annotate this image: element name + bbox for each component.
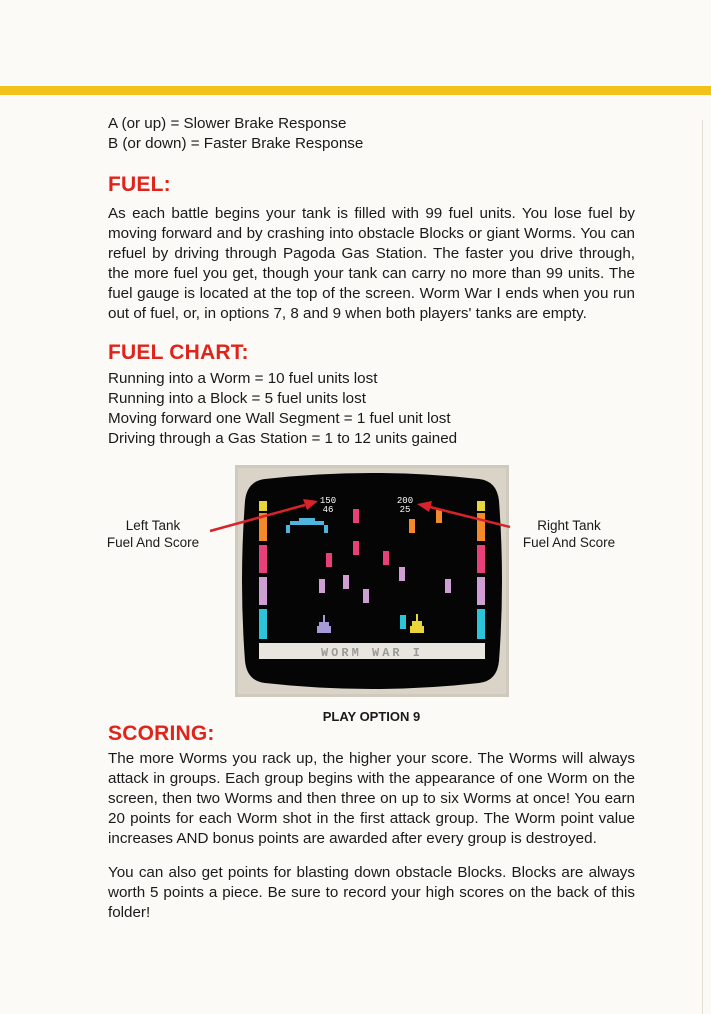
game-screenshot-figure xyxy=(106,465,635,724)
fuel-chart-row: Moving forward one Wall Segment = 1 fuel unit lost xyxy=(108,410,451,427)
control-b-line: B (or down) = Faster Brake Response xyxy=(108,135,364,152)
control-a-line: A (or up) = Slower Brake Response xyxy=(108,115,347,132)
left-fuel: 46 xyxy=(322,505,334,515)
game-screen-photo xyxy=(235,465,509,697)
left-callout-line: Left Tank xyxy=(125,518,181,533)
fuel-chart-list xyxy=(108,369,635,449)
obstacle-block xyxy=(353,541,359,555)
fuel-chart-heading: FUEL CHART: xyxy=(108,341,249,364)
fuel-paragraph: As each battle begins your tank is filled with 99 fuel units. You lose fuel by moving forward and by crashing into obstacle Blocks or giant Worms. You can refuel by driving through Pagoda Gas Station. The faster you drive through, the more fuel you get, though your tank can carry no more than 99 units. The fuel gauge is located at the top of the screen. Worm War I ends when you run out of fuel, or, in options 7, 8 and 9 when both players' tanks are empty. xyxy=(108,205,635,322)
wall-segment xyxy=(477,577,485,605)
obstacle-block xyxy=(445,579,451,593)
right-score: 200 xyxy=(396,496,414,506)
left-score: 150 xyxy=(319,496,337,506)
fuel-chart-row: Driving through a Gas Station = 1 to 12 units gained xyxy=(108,430,458,447)
wall-segment xyxy=(259,545,267,573)
page-fold-line xyxy=(702,120,703,1014)
obstacle-block xyxy=(436,509,442,523)
scoring-paragraph-1: The more Worms you rack up, the higher your score. The Worms will always attack in groups. Each group begins with the appearance of one Worm on the screen, then two Worms and then three on up to six Worms at once! You earn 20 points for each Worm shot in the first attack group. The Worm point value increases AND bonus points are awarded after every group is destroyed. xyxy=(108,750,635,847)
obstacle-block xyxy=(353,509,359,523)
scoring-heading: SCORING: xyxy=(108,722,215,745)
wall-segment xyxy=(477,545,485,573)
scoring-paragraph-2: You can also get points for blasting down obstacle Blocks. Blocks are always worth 5 points a piece. Be sure to record your high scores on the back of this folder! xyxy=(108,864,635,921)
top-yellow-stripe xyxy=(0,86,711,95)
figure-caption: PLAY OPTION 9 xyxy=(322,709,421,724)
obstacle-block xyxy=(319,579,325,593)
left-tank-callout xyxy=(98,517,208,551)
right-callout-line: Right Tank xyxy=(537,518,601,533)
right-wall xyxy=(477,501,485,639)
wall-segment xyxy=(259,513,267,541)
right-fuel: 25 xyxy=(399,505,411,515)
obstacle-block xyxy=(400,615,406,629)
wall-segment xyxy=(259,577,267,605)
right-callout-line: Fuel And Score xyxy=(522,535,616,550)
wall-segment xyxy=(259,501,267,511)
game-title: WORM WAR I xyxy=(320,646,424,660)
fuel-chart-row: Running into a Worm = 10 fuel units lost xyxy=(108,370,378,387)
obstacle-block xyxy=(409,519,415,533)
manual-page xyxy=(108,114,635,923)
fuel-chart-row: Running into a Block = 5 fuel units lost xyxy=(108,390,366,407)
obstacle-block xyxy=(383,551,389,565)
left-callout-line: Fuel And Score xyxy=(106,535,200,550)
wall-segment xyxy=(259,609,267,639)
right-tank-callout xyxy=(506,517,632,551)
left-wall xyxy=(259,501,267,639)
fuel-heading: FUEL: xyxy=(108,173,171,196)
obstacle-block xyxy=(326,553,332,567)
wall-segment xyxy=(477,609,485,639)
brake-controls xyxy=(108,114,635,154)
obstacle-block xyxy=(363,589,369,603)
wall-segment xyxy=(477,501,485,511)
obstacle-block xyxy=(399,567,405,581)
wall-segment xyxy=(477,513,485,541)
obstacle-block xyxy=(343,575,349,589)
